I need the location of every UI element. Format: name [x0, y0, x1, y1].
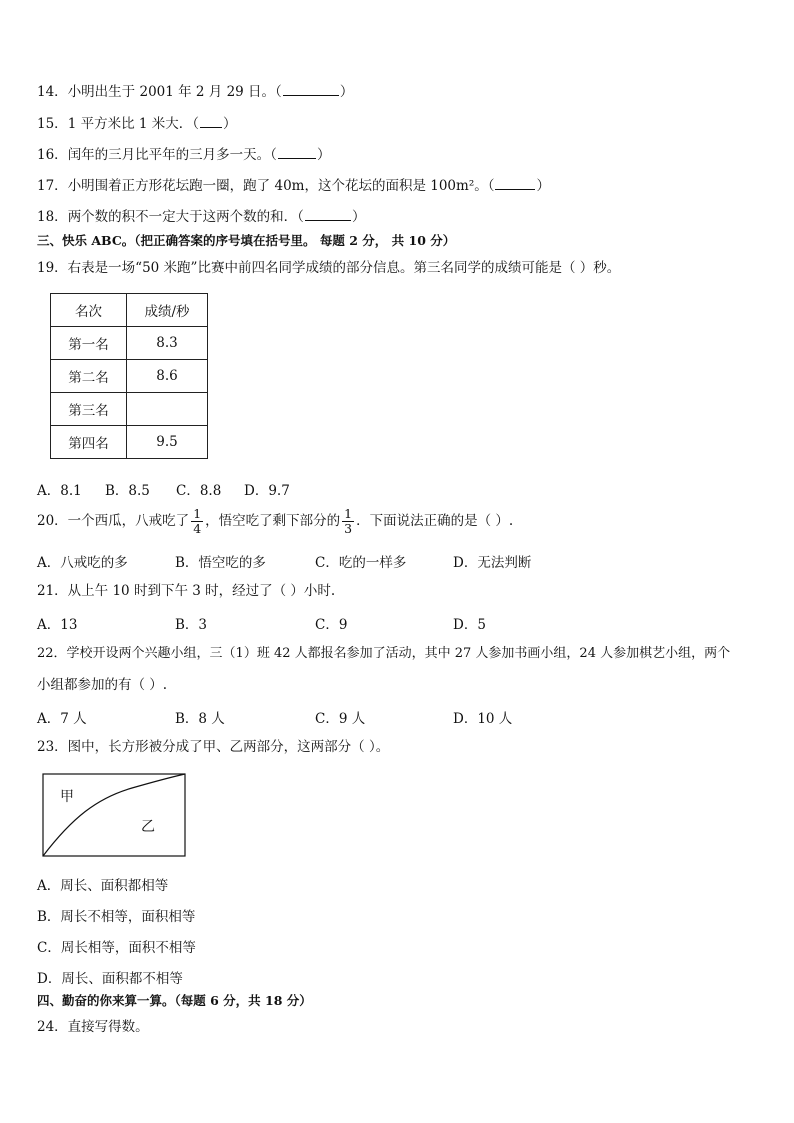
option-c[interactable]: C．9 人	[315, 711, 366, 727]
table-header-cell: 成绩/秒	[127, 294, 208, 327]
question-21-text: 21．从上午 10 时到下午 3 时，经过了（ ）小时.	[37, 583, 336, 599]
question-text: 1 平方米比 1 米大．（	[67, 116, 199, 132]
label-jia: 甲	[60, 789, 74, 805]
question-text: 小明出生于 2001 年 2 月 29 日。（	[67, 84, 282, 100]
table-header-cell: 名次	[51, 294, 127, 327]
question-15: 15．1 平方米比 1 米大．（ ）	[37, 116, 237, 132]
label-yi: 乙	[141, 819, 155, 835]
question-16: 16．闰年的三月比平年的三月多一天。（ ）	[37, 147, 331, 163]
question-22-line-1: 22．学校开设两个兴趣小组，三（1）班 42 人都报名参加了活动，其中 27 人参加书画小组，24 人参加棋艺小组，两个	[37, 646, 731, 661]
option-c[interactable]: C．8.8	[176, 483, 222, 499]
table-cell: 第三名	[51, 393, 127, 426]
table-cell: 8.6	[127, 360, 208, 393]
option-c[interactable]: C．9	[315, 617, 348, 633]
table-header-row	[51, 294, 208, 327]
table-row	[51, 426, 208, 459]
question-number: 15．	[37, 116, 68, 132]
option-d[interactable]: D．5	[453, 617, 486, 633]
table-cell: 第二名	[51, 360, 127, 393]
question-text: 小明围着正方形花坛跑一圈，跑了 40m，这个花坛的面积是 100m²。（	[67, 178, 495, 194]
table-cell: 第四名	[51, 426, 127, 459]
option-b[interactable]: B．8 人	[175, 711, 225, 727]
question-number: 17．	[37, 178, 68, 194]
section-3-heading: 三、快乐 ABC。（把正确答案的序号填在括号里。 每题 2 分， 共 10 分）	[37, 233, 456, 248]
option-b[interactable]: B．8.5	[105, 483, 150, 499]
question-23-text: 23．图中，长方形被分成了甲、乙两部分，这两部分（ ）。	[37, 739, 390, 755]
answer-blank[interactable]	[200, 114, 222, 128]
option-a[interactable]: A．13	[37, 617, 78, 633]
option-b[interactable]: B．3	[175, 617, 208, 633]
option-c[interactable]: C．吃的一样多	[315, 555, 407, 571]
table-row	[51, 393, 208, 426]
option-b[interactable]: B．悟空吃的多	[175, 555, 266, 571]
question-text: 两个数的积不一定大于这两个数的和．（	[67, 209, 304, 225]
table-cell	[127, 393, 208, 426]
question-14: 14．小明出生于 2001 年 2 月 29 日。（ ）	[37, 84, 354, 100]
answer-blank[interactable]	[278, 145, 316, 159]
fraction-one-third: $\frac{1}{3}$	[344, 506, 353, 536]
question-20-text: 20．一个西瓜，八戒吃了 $\frac{1}{4}$ ，悟空吃了剩下部分的 $\frac{1}{3}$ ．下面说法正确的是（ ）.	[37, 506, 514, 536]
table-row	[51, 360, 208, 393]
option-a[interactable]: A．八戒吃的多	[37, 555, 128, 571]
rectangle-outline	[43, 774, 185, 856]
option-d[interactable]: D．无法判断	[453, 555, 532, 571]
answer-blank[interactable]	[495, 176, 535, 190]
question-18: 18．两个数的积不一定大于这两个数的和．（ ）	[37, 209, 366, 225]
option-a[interactable]: A．8.1	[37, 483, 82, 499]
option-a[interactable]: A．7 人	[37, 711, 87, 727]
question-number: 18．	[37, 209, 68, 225]
answer-blank[interactable]	[305, 207, 351, 221]
table-row	[51, 327, 208, 360]
question-17: 17．小明围着正方形花坛跑一圈，跑了 40m，这个花坛的面积是 100m²。（ ）	[37, 178, 550, 194]
table-cell: 8.3	[127, 327, 208, 360]
question-22-line-2: 小组都参加的有（ ）.	[37, 677, 168, 693]
question-24-text: 24．直接写得数。	[37, 1019, 149, 1035]
option-b[interactable]: B．周长不相等，面积相等	[37, 909, 196, 925]
option-d[interactable]: D．周长、面积都不相等	[37, 971, 183, 987]
table-cell: 第一名	[51, 327, 127, 360]
option-d[interactable]: D．10 人	[453, 711, 513, 727]
answer-blank[interactable]	[283, 82, 339, 96]
question-19-text: 19．右表是一场“50 米跑”比赛中前四名同学成绩的部分信息。第三名同学的成绩可能是（ ）秒。	[37, 260, 621, 276]
option-d[interactable]: D．9.7	[244, 483, 290, 499]
question-text: 闰年的三月比平年的三月多一天。（	[67, 147, 277, 163]
question-number: 14．	[37, 84, 68, 100]
score-table	[50, 293, 208, 459]
rectangle-figure	[42, 773, 188, 859]
section-4-heading: 四、勤奋的你来算一算。（每题 6 分，共 18 分）	[37, 993, 312, 1008]
table-cell: 9.5	[127, 426, 208, 459]
fraction-one-quarter: $\frac{1}{4}$	[193, 506, 202, 536]
dividing-curve	[43, 774, 185, 856]
question-number: 16．	[37, 147, 68, 163]
option-a[interactable]: A．周长、面积都相等	[37, 878, 169, 894]
option-c[interactable]: C．周长相等，面积不相等	[37, 940, 196, 956]
